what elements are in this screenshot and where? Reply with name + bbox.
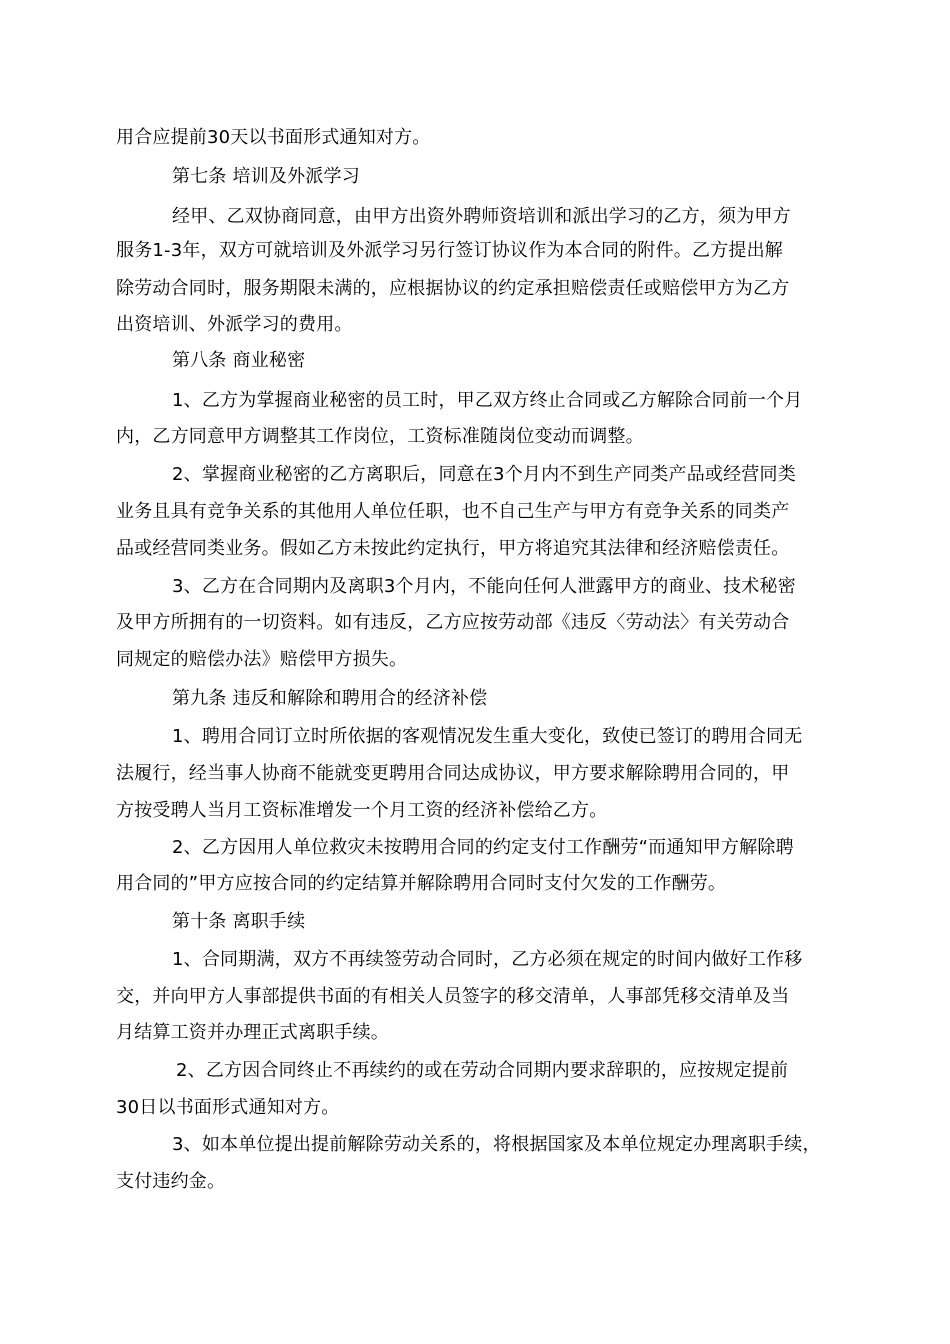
text-line: 3、乙方在合同期内及离职3个月内，不能向任何人泄露甲方的商业、技术秘密 bbox=[172, 576, 796, 597]
text-line: 内，乙方同意甲方调整其工作岗位，工资标准随岗位变动而调整。 bbox=[116, 426, 644, 447]
text-line: 法履行，经当事人协商不能就变更聘用合同达成协议，甲方要求解除聘用合同的，甲 bbox=[116, 763, 790, 784]
text-line: 1、乙方为掌握商业秘密的员工时，甲乙双方终止合同或乙方解除合同前一个月 bbox=[172, 390, 803, 411]
text-line: 2、乙方因用人单位救灾未按聘用合同的约定支付工作酬劳“而通知甲方解除聘 bbox=[172, 837, 794, 858]
text-line: 方按受聘人当月工资标准增发一个月工资的经济补偿给乙方。 bbox=[116, 800, 608, 821]
text-line: 出资培训、外派学习的费用。 bbox=[116, 314, 353, 335]
text-line: 月结算工资并办理正式离职手续。 bbox=[116, 1022, 389, 1043]
text-line: 及甲方所拥有的一切资料。如有违反，乙方应按劳动部《违反〈劳动法〉有关劳动合 bbox=[116, 612, 790, 633]
section-heading: 第十条 离职手续 bbox=[172, 911, 306, 932]
text-line: 3、如本单位提出提前解除劳动关系的，将根据国家及本单位规定办理离职手续， bbox=[172, 1134, 821, 1155]
text-line: 2、乙方因合同终止不再续约的或在劳动合同期内要求辞职的，应按规定提前 bbox=[176, 1060, 789, 1081]
text-line: 品或经营同类业务。假如乙方未按此约定执行，甲方将追究其法律和经济赔偿责任。 bbox=[116, 538, 790, 559]
text-line: 用合应提前30天以书面形式通知对方。 bbox=[116, 127, 431, 148]
text-line: 业务且具有竞争关系的其他用人单位任职，也不自己生产与甲方有竞争关系的同类产 bbox=[116, 501, 790, 522]
text-line: 服务1-3年，双方可就培训及外派学习另行签订协议作为本合同的附件。乙方提出解 bbox=[116, 240, 783, 261]
text-line: 用合同的”甲方应按合同的约定结算并解除聘用合同时支付欠发的工作酬劳。 bbox=[116, 873, 727, 894]
text-line: 交，并向甲方人事部提供书面的有相关人员签字的移交清单，人事部凭移交清单及当 bbox=[116, 986, 790, 1007]
text-line: 1、合同期满，双方不再续签劳动合同时，乙方必须在规定的时间内做好工作移 bbox=[172, 949, 803, 970]
section-heading: 第九条 违反和解除和聘用合的经济补偿 bbox=[172, 688, 488, 709]
text-line: 同规定的赔偿办法》赔偿甲方损失。 bbox=[116, 649, 408, 670]
text-line: 经甲、乙双协商同意，由甲方出资外聘师资培训和派出学习的乙方，须为甲方 bbox=[172, 206, 791, 227]
text-line: 除劳动合同时，服务期限未满的，应根据协议的约定承担赔偿责任或赔偿甲方为乙方 bbox=[116, 278, 790, 299]
text-line: 2、掌握商业秘密的乙方离职后，同意在3个月内不到生产同类产品或经营同类 bbox=[172, 464, 796, 485]
section-heading: 第七条 培训及外派学习 bbox=[172, 166, 360, 187]
text-line: 1、聘用合同订立时所依据的客观情况发生重大变化，致使已签订的聘用合同无 bbox=[172, 726, 803, 747]
section-heading: 第八条 商业秘密 bbox=[172, 350, 306, 371]
text-line: 30日以书面形式通知对方。 bbox=[116, 1097, 340, 1118]
text-line: 支付违约金。 bbox=[116, 1171, 226, 1192]
